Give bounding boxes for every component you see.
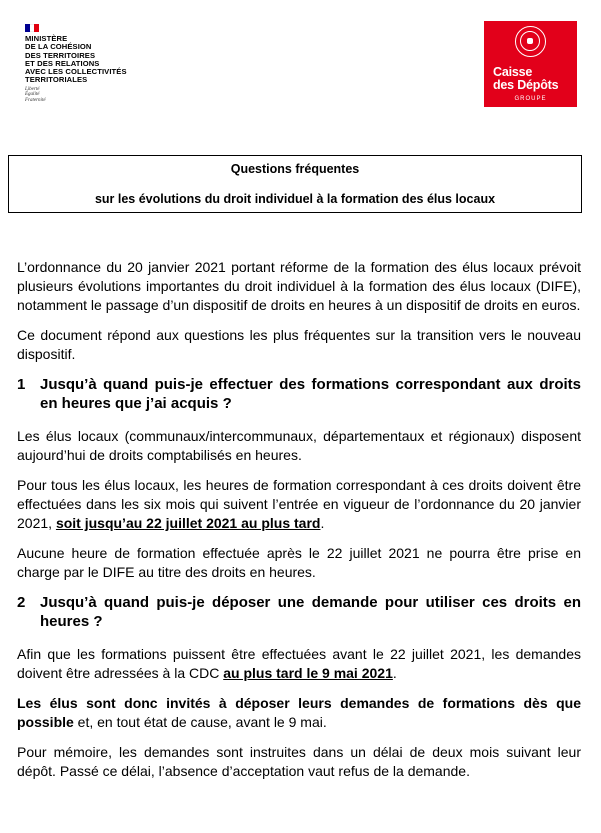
document-title: Questions fréquentes xyxy=(230,162,360,176)
document-title-box xyxy=(8,155,582,213)
republic-motto: Liberté Égalité Fraternité xyxy=(25,86,46,103)
caisse-des-depots-logo xyxy=(484,21,577,107)
question-number: 1 xyxy=(17,376,26,393)
question-number: 2 xyxy=(17,594,26,611)
intro-paragraph-1: L’ordonnance du 20 janvier 2021 portant réforme de la formation des élus locaux prévoit plusieurs évolutions importantes du droit individuel à la formation des élus locaux (DIFE), notamment le passage d’un dispositif de droits en heures à un dispositif de droits en euros. xyxy=(17,259,581,313)
q2-paragraph-3: Pour mémoire, les demandes sont instruites dans un délai de deux mois suivant leur dépôt. Passé ce délai, l’absence d’acceptation vaut refus de la demande. xyxy=(17,744,581,779)
ministry-logo xyxy=(25,24,127,104)
logo-line-2: des Dépôts xyxy=(493,78,559,92)
question-1-heading xyxy=(17,375,581,413)
q1-paragraph-3: Aucune heure de formation effectuée après le 22 juillet 2021 ne pourra être prise en charge par le DIFE au titre des droits en heures. xyxy=(17,545,581,580)
question-text: Jusqu’à quand puis-je déposer une demande pour utiliser ces droits en heures ? xyxy=(40,594,581,630)
question-text: Jusqu’à quand puis-je effectuer des formations correspondant aux droits en heures que j’ai acquis ? xyxy=(40,376,581,412)
ministry-name: MINISTÈRE DE LA COHÉSION DES TERRITOIRES ET DES RELATIONS AVEC LES COLLECTIVITÉS TERRITORIALES xyxy=(25,34,127,85)
q1-paragraph-2: Pour tous les élus locaux, les heures de formation correspondant à ces droits doivent être effectuées dans les six mois qui suivent l’entrée en vigueur de l’ordonnance du 20 janvier 2021, soit jusqu’au 22 juillet 2021 au plus tard. xyxy=(17,477,581,531)
q1-paragraph-1: Les élus locaux (communaux/intercommunaux, départementaux et régionaux) disposent aujourd’hui de droits comptabilisés en heures. xyxy=(17,428,581,463)
document-header xyxy=(0,0,601,150)
document-subtitle: sur les évolutions du droit individuel à la formation des élus locaux xyxy=(94,192,496,206)
document-body xyxy=(17,258,581,792)
question-2-heading xyxy=(17,593,581,631)
seal-icon xyxy=(515,26,546,57)
q2-paragraph-2: Les élus sont donc invités à déposer leurs demandes de formations dès que possible et, en tout état de cause, avant le 9 mai. xyxy=(17,695,581,730)
logo-line-1: Caisse xyxy=(493,65,533,79)
bold-recommendation: Les élus sont donc invités à déposer leurs demandes de formations dès que possible xyxy=(17,695,581,730)
logo-groupe: GROUPE xyxy=(514,96,547,102)
french-flag-icon xyxy=(25,24,39,32)
intro-paragraph-2: Ce document répond aux questions les plus fréquentes sur la transition vers le nouveau dispositif. xyxy=(17,327,581,362)
deadline-emphasis: soit jusqu’au 22 juillet 2021 au plus tard xyxy=(55,515,321,531)
q2-paragraph-1: Afin que les formations puissent être effectuées avant le 22 juillet 2021, les demandes doivent être adressées à la CDC au plus tard le 9 mai 2021. xyxy=(17,646,581,681)
deadline-emphasis: au plus tard le 9 mai 2021 xyxy=(223,665,393,681)
